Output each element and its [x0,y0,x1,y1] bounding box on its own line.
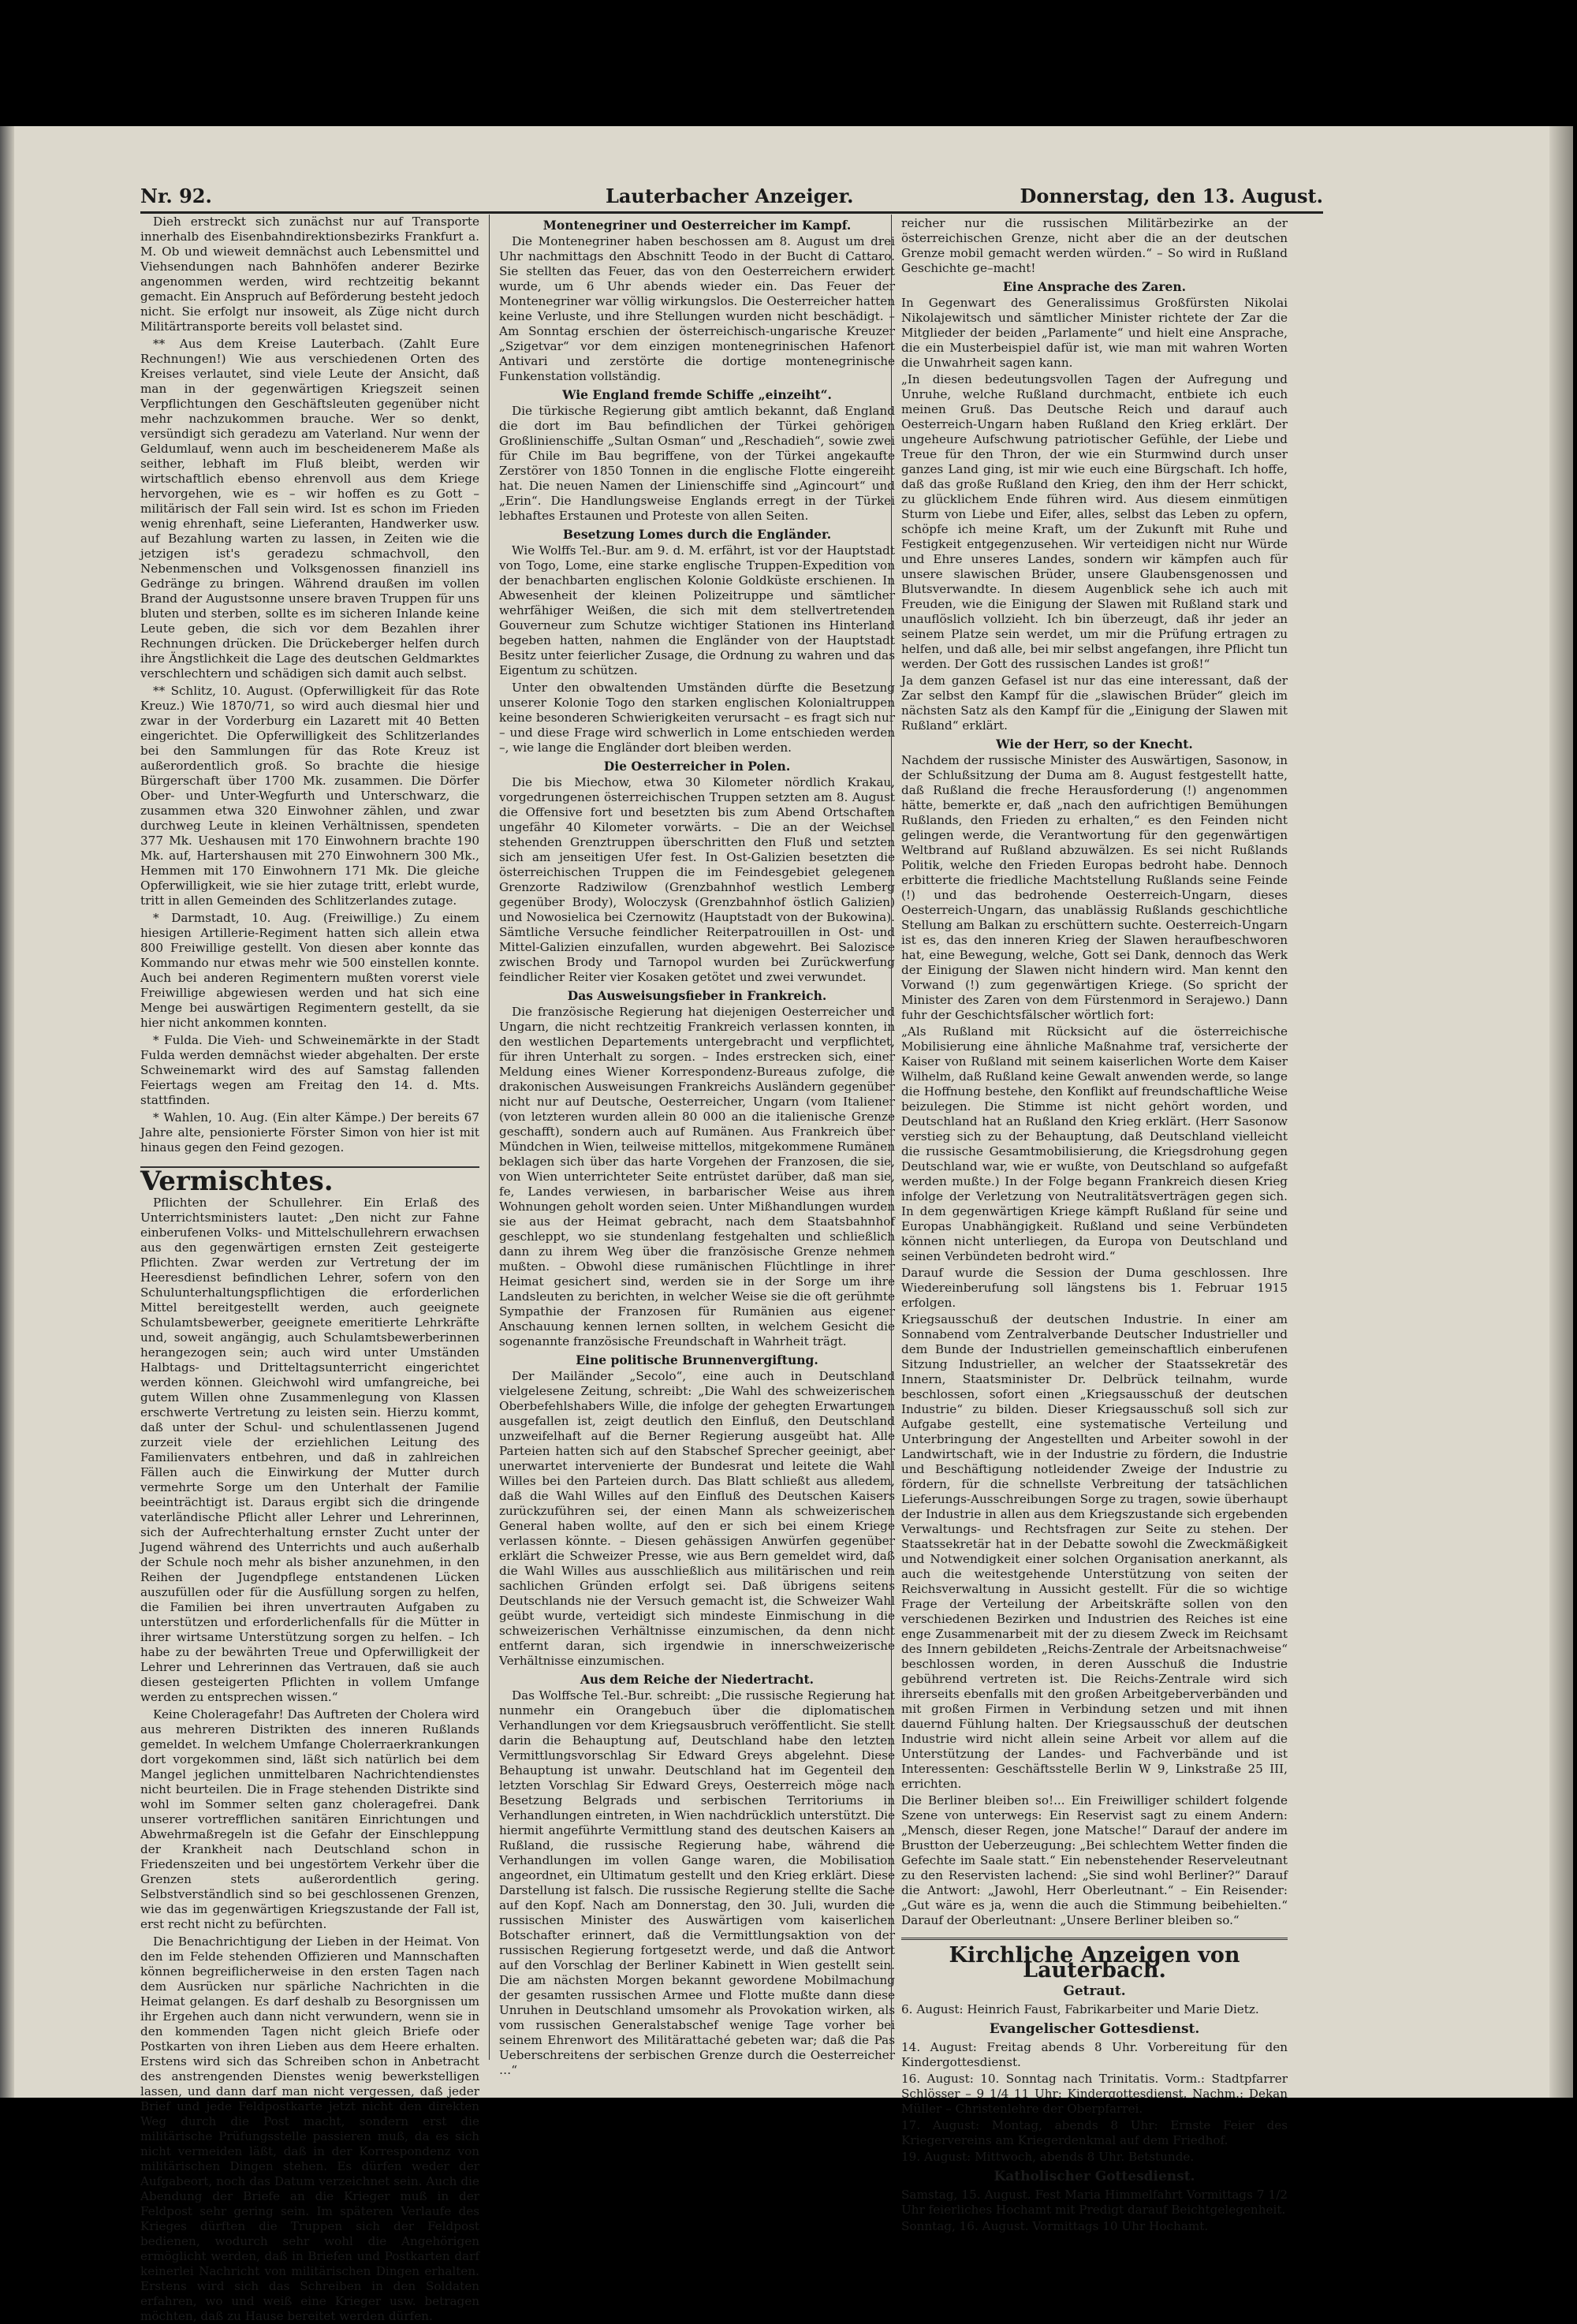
article-heading: Wie England fremde Schiffe „einzeiht“. [562,387,832,402]
article-paragraph: Die Montenegriner haben beschossen am 8. August um drei Uhr nachmittags den Abschnitt Teodo in der Bucht di Cattaro. Sie stellten das Feuer, das von den Oesterreichern erwidert wurde, um 6 Uhr abends wieder ein. Das Feuer der Montenegriner war völlig wirkungslos. Die Oesterreicher hatten keine Verluste, und ihre Stellungen wurden nicht beschädigt. – Am Sonntag erschien der österreichisch-ungarische Kreuzer „Szigetvar“ vor dem einzigen montenegrinischen Hafenort Antivari und zerstörte die dortige montenegrinische Funkenstation vollständig. [499,234,895,383]
page-header [140,183,1323,214]
issue-number: Nr. 92. [140,185,212,207]
article-heading: Besetzung Lomes durch die Engländer. [562,527,832,542]
article-paragraph: Darauf wurde die Session der Duma geschlossen. Ihre Wiedereinberufung soll längstens bis 1. Februar 1915 erfolgen. [901,1266,1288,1310]
article-paragraph: Die bis Miechow, etwa 30 Kilometer nördlich Krakau, vorgedrungenen österreichischen Truppen setzten am 8. August die Offensive fort und besetzten bis zum Abend Ortschaften ungefähr 40 Kilometer vorwärts. – Die an der Weichsel stehenden Grenztruppen überschritten den Fluß und setzten sich am jenseitigen Ufer fest. In Ost-Galizien besetzten die österreichischen Truppen die im Feindesgebiet gelegenen Grenzorte Radziwilow (Grenzbahnhof westlich Lemberg gegenüber Brody), Woloczysk (Grenzbahnhof östlich Galizien) und Nowosielica bei Czernowitz (Hauptstadt von der Bukowina). Sämtliche Versuche feindlicher Reiterpatrouillen in Ost- und Mittel-Galizien einzufallen, wurden abgewehrt. Bei Salozisce zwischen Brody und Tarnopol wurden bei Zurückwerfung feindlicher Reiter vier Kosaken getötet und zwei verwundet. [499,775,895,984]
section-heading: Vermischtes. [140,1166,479,1189]
article-paragraph: Ja dem ganzen Gefasel ist nur das eine interessant, daß der Zar selbst den Kampf für die „slawischen Brüder“ gleich im nächsten Satz als den Kampf für die „Einigung der Slawen mit Rußland“ erklärt. [901,673,1288,733]
article-heading: Wie der Herr, so der Knecht. [996,737,1193,752]
article-paragraph: ** Schlitz, 10. August. (Opferwilligkeit für das Rote Kreuz.) Wie 1870/71, so wird auch diesmal hier und zwar in der Vorderburg ein Lazarett mit 40 Betten eingerichtet. Die Opferwilligkeit des Schlitzerlandes bei den Sammlungen für das Rote Kreuz ist außerordentlich groß. So brachte die hiesige Bürgerschaft über 1700 Mk. zusammen. Die Dörfer Ober- und Unter-Wegfurth und Unterschwarz, die zusammen etwa 320 Einwohner zählen, und zwar durchweg Leute in kleinen Verhältnissen, spendeten 377 Mk. Ueshausen mit 170 Einwohnern brachte 190 Mk. auf, Hartershausen mit 270 Einwohnern 300 Mk., Hemmen mit 170 Einwohnern 171 Mk. Die gleiche Opferwilligkeit, wie sie hier zutage tritt, erlebt wurde, tritt in allen Gemeinden des Schlitzerlandes zutage. [140,684,479,908]
article-paragraph: Das Wolffsche Tel.-Bur. schreibt: „Die russische Regierung hat nunmehr ein Orangebuch über die diplomatischen Verhandlungen vor dem Kriegsausbruch veröffentlicht. Sie stellt darin die Behauptung auf, Deutschland habe den letzten Vermittlungsvorschlag Sir Edward Greys abgelehnt. Diese Behauptung ist unwahr. Deutschland hat im Gegenteil den letzten Vorschlag Sir Edward Greys, Oesterreich möge nach Besetzung Belgrads und serbischen Territoriums in Verhandlungen eintreten, in Wien nachdrücklich unterstützt. Die hiermit angeführte Vermittlung stand des deutschen Kaisers an Rußland, die russische Regierung habe, während die Verhandlungen im vollen Gange waren, die Mobilisation angeordnet, ein Ultimatum gestellt und den Krieg erklärt. Diese Darstellung ist falsch. Die russische Regierung stellte die Sache auf den Kopf. Nach am Donnerstag, den 30. Juli, wurden die russischen Minister des Auswärtigen vom kaiserlichen Botschafter erinnert, daß die Vermittlungsaktion von der russischen Regierung fortgesetzt werde, und daß die Antwort auf den Vorschlag der Berliner Kabinett in Wien gestellt sein. Die am nächsten Morgen bekannt gewordene Mobilmachung der gesamten russischen Armee und Flotte mußte dann diese Unruhen in Deutschland umsomehr als Provokation wirken, als vom russischen Generalstabschef wenige Tage vorher bei seinem Ehrenwort des Militärattaché gebeten war; daß die Pas Ueberschreitens der serbischen Grenze durch die Oesterreicher …“ [499,1688,895,2077]
church-notice: Samstag, 15. August. Fest Maria Himmelfahrt Vormittags 7 1/2 Uhr feierliches Hochamt mit Predigt darauf Beichtgelegenheit. [901,2188,1288,2217]
column-3 [891,214,1288,2233]
subsection-heading: Getraut. [1063,1983,1126,1999]
page-edge [1549,126,1573,2098]
article-paragraph: Keine Choleragefahr! Das Auftreten der Cholera wird aus mehreren Distrikten des inneren Rußlands gemeldet. In welchem Umfange Cholerraerkrankungen dort vorgekommen sind, läßt sich natürlich bei dem Mangel jeglichen unmittelbaren Nachrichtendienstes nicht beurteilen. Die in Frage stehenden Distrikte sind wohl im Sommer selten ganz choleragefrei. Dank unserer vortrefflichen sanitären Einrichtungen und Abwehrmaßregeln ist die Gefahr der Einschleppung der Krankheit nach Deutschland schon in Friedenszeiten und bei ungestörtem Verkehr über die Grenzen stets außerordentlich gering. Selbstverständlich sind so bei geschlossenen Grenzen, wie das im gegenwärtigen Kriegszustande der Fall ist, erst recht nicht zu befürchten. [140,1707,479,1931]
church-notice: 14. August: Freitag abends 8 Uhr. Vorbereitung für den Kindergottesdienst. [901,2040,1288,2069]
article-paragraph: Die Benachrichtigung der Lieben in der Heimat. Von den im Felde stehenden Offizieren und Mannschaften können begreiflicherweise in den ersten Tagen nach dem Ausrücken nur spärliche Nachrichten in die Heimat gelangen. Es darf deshalb zu Besorgnissen um ihr Ergehen auch dann nicht verwundern, wenn sie in den kommenden Tagen nicht gleich Briefe oder Postkarten von ihren Lieben aus dem Heere erhalten. Erstens wird sich das Schreiben schon in Anbetracht des anstrengenden Dienstes wenig bewerkstelligen lassen, und dann darf man nicht vergessen, daß jeder Brief und jede Feldpostkarte jetzt nicht den direkten Weg durch die Post macht, sondern erst die militärische Prüfungsstelle passieren muß, da es sich nicht vermeiden läßt, daß in der Korrespondenz von militärischen Dingen stehen. Es dürfen weder der Aufgabeort, noch das Datum verzeichnet sein. Auch die Abendung der Briefe an die Krieger muß in der Feldpost sehr gering sein. Im späteren Verlaufe des Krieges dürften die Truppen sich der Feldpost bedienen, wodurch sehr wohl die Angehörigen ermöglicht werden, daß in Briefen und Postkarten darf keinerlei Nachricht von militärischen Dingen erhalten. Erstens wird sich das Schreiben in den Soldaten erfahren, wo und weiß eine Krieger usw. betragen möchten, daß zu Hause bereitet werden dürfen. [140,1934,479,2323]
subsection-heading: Katholischer Gottesdienst. [994,2169,1195,2184]
article-paragraph: * Wahlen, 10. Aug. (Ein alter Kämpe.) Der bereits 67 Jahre alte, pensionierte Förster Simon von hier ist mit hinaus gegen den Feind gezogen. [140,1110,479,1155]
issue-date: Donnerstag, den 13. August. [1020,185,1323,207]
article-paragraph: Nachdem der russische Minister des Auswärtigen, Sasonow, in der Schlußsitzung der Duma am 8. August festgestellt hatte, daß Rußland die freche Herausforderung (!) angenommen hätte, bemerkte er, daß „nach den aufrichtigen Bemühungen Rußlands, den Frieden zu erhalten,“ es den Feinden nicht gelingen werde, die Verantwortung für den gegenwärtigen Weltbrand auf Rußland abzuwälzen. Es sei nicht Rußlands Politik, welche den Frieden Europas bedroht habe. Dennoch erbitterte die friedliche Machtstellung Rußlands seine Feinde (!) und das bedrohende Oesterreich-Ungarn, dieses Oesterreich-Ungarn, das unablässig Rußlands geschichtliche Stellung am Balkan zu erschüttern suchte. Oesterreich-Ungarn ist es, das den inneren Krieg der Slawen heraufbeschworen hat, eine Bewegung, welche, Gott sei Dank, dennoch das Werk der Einigung der Slawen nicht hindern wird. Man kennt den Vorwand (!) zum gegenwärtigen Kriege. (So spricht der Minister des Zaren von dem Fürstenmord in Serajewo.) Dann fuhr der Geschichtsfälscher wörtlich fort: [901,753,1288,1022]
article-heading: Montenegriner und Oesterreicher im Kampf. [542,218,852,233]
article-paragraph: „Als Rußland mit Rücksicht auf die österreichische Mobilisierung eine ähnliche Maßnahme traf, versicherte der Kaiser von Rußland mit seinem kaiserlichen Worte dem Kaiser Wilhelm, daß Rußland keine Gewalt anwenden werde, so lange die Hoffnung bestehe, den Konflikt auf freundschaftliche Weise beizulegen. Die Stimme ist nicht gehört worden, und Deutschland hat an Rußland den Krieg erklärt. (Herr Sasonow verstieg sich zu der Behauptung, daß Deutschland vielleicht die russische Gesamtmobilisierung, die Kriegsdrohung gegen Deutschland war, wie er wußte, von Deutschland so aufgefaßt werden mußte.) In der Folge begann Frankreich diesen Krieg infolge der Verletzung von Neutralitätsverträgen gegen sich. In dem gegenwärtigen Kriege kämpft Rußland für seine und Europas Unabhängigkeit. Rußland und seine Verbündeten können nicht unterliegen, da Europa von Deutschland und seinen Verbündeten bedroht wird.“ [901,1024,1288,1263]
article-heading: Eine Ansprache des Zaren. [1002,279,1187,294]
article-paragraph: In Gegenwart des Generalissimus Großfürsten Nikolai Nikolajewitsch und sämtlicher Minister richtete der Zar die Mitglieder der beiden „Parlamente“ und hielt eine Ansprache, die ein Musterbeispiel dafür ist, wie man mit wahren Worten die Unwahrheit sagen kann. [901,296,1288,370]
article-paragraph: „In diesen bedeutungsvollen Tagen der Aufregung und Unruhe, welche Rußland durchmacht, entbiete ich euch meinen Gruß. Das Deutsche Reich und darauf auch Oesterreich-Ungarn haben Rußland den Krieg erklärt. Der ungeheure Aufschwung patriotischer Gefühle, der Liebe und Treue für den Thron, der wie ein Sturmwind durch unser ganzes Land ging, ist mir wie euch eine Bürgschaft. Ich hoffe, daß das große Rußland den Krieg, den ihm der Herr schickt, zu glücklichem Ende führen wird. Aus diesem einmütigen Sturm von Liebe und Eifer, alles, selbst das Leben zu opfern, schöpfe ich meine Kraft, um der Zukunft mit Ruhe und Festigkeit entgegenzusehen. Wir verteidigen nicht nur Würde und Ehre unseres Landes, sondern wir kämpfen auch für unsere slawischen Brüder, unsere Glaubensgenossen und Blutsverwandte. In diesem Augenblick sehe ich auch mit Freuden, wie die Einigung der Slawen mit Rußland stark und unauflöslich vollzieht. Ich bin überzeugt, daß ihr jeder an seinem Platze sein werdet, um mir die Prüfung ertragen zu helfen, und daß alle, bei mir selbst angefangen, ihre Pflicht tun werden. Der Gott des russischen Landes ist groß!“ [901,372,1288,671]
article-paragraph: Die türkische Regierung gibt amtlich bekannt, daß England die dort im Bau befindlichen der Türkei gehörigen Großlinienschiffe „Sultan Osman“ und „Reschadieh“, sowie zwei für Chile im Bau begriffene, von der Türkei angekaufte Zerstörer von 1850 Tonnen in die englische Flotte eingereiht hat. Die neuen Namen der Linienschiffe sind „Agincourt“ und „Erin“. Die Handlungsweise Englands erregt in der Türkei lebhaftes Erstaunen und Proteste von allen Seiten. [499,404,895,523]
article-paragraph: Die Berliner bleiben so!... Ein Freiwilliger schildert folgende Szene von unterwegs: Ein Reservist sagt zu einem Andern: „Mensch, dieser Regen, jone Matsche!“ Darauf der andere im Brustton der Ueberzeugung: „Bei schlechtem Wetter finden die Gefechte im Saale statt.“ Ein nebenstehender Reserveleutnant zu den Reservisten lachend: „Sie sind wohl Berliner?“ Darauf die Antwort: „Jawohl, Herr Oberleutnant.“ – Ein Reisender: „Gut wäre es ja, wenn die auch die Stimmung beibehielten.“ Darauf der Oberleutnant: „Unsere Berliner bleiben so.“ [901,1793,1288,1927]
article-paragraph: Der Mailänder „Secolo“, eine auch in Deutschland vielgelesene Zeitung, schreibt: „Die Wahl des schweizerischen Oberbefehlshabers Wille, die infolge der gehegten Erwartungen ausgefallen ist, zeigt deutlich den Einfluß, den Deutschland unzweifelhaft auf die Berner Regierung ausgeübt hat. Alle Parteien hatten sich auf den Stabschef Sprecher geeinigt, aber unerwartet intervenierte der Bundesrat und leitete die Wahl Willes bei den Parteien durch. Das Blatt schließt aus alledem, daß die Wahl Willes auf den Einfluß des Deutschen Kaisers zurückzuführen sei, der einen Mann als schweizerischen General haben wollte, auf den er sich bei einem Kriege verlassen könnte. – Diesen gehässigen Anwürfen gegenüber erklärt die Schweizer Presse, wie aus Bern gemeldet wird, daß die Wahl Willes aus ausschließlich aus militärischen und rein sachlichen Gründen erfolgt sei. Daß übrigens seitens Deutschlands nie der Versuch gemacht ist, die Schweizer Wahl geübt wurde, verteidigt sich mindeste Einmischung in die schweizerischen Verhältnisse einzumischen, da denn nicht entfernt daran, sich irgendwie in innerschweizerische Verhältnisse einzumischen. [499,1369,895,1668]
article-paragraph: Unter den obwaltenden Umständen dürfte die Besetzung unserer Kolonie Togo den starken englischen Kolonialtruppen keine besonderen Schwierigkeiten verursacht – es fragt sich nur – und diese Frage wird schwerlich in Lome entschieden werden –, wie lange die Engländer dort bleiben werden. [499,681,895,755]
church-notice: 6. August: Heinrich Faust, Fabrikarbeiter und Marie Dietz. [901,2002,1259,2016]
article-paragraph: Kriegsausschuß der deutschen Industrie. In einer am Sonnabend vom Zentralverbande Deutscher Industrieller und dem Bunde der Industriellen gemeinschaftlich einberufenen Sitzung Industrieller, an welcher der Staatssekretär des Innern, Staatsminister Dr. Delbrück teilnahm, wurde beschlossen, sofort einen „Kriegsausschuß der deutschen Industrie“ zu bilden. Dieser Kriegsausschuß soll sich zur Aufgabe gestellt, eine systematische Verteilung und Unterbringung der Angestellten und Arbeiter sowohl in der Landwirtschaft, wie in der Industrie zu fördern, die Industrie und Beschäftigung notleidender Zweige der Industrie zu fördern, für die schnellste Verbreitung der tatsächlichen Lieferungs-Ausschreibungen Sorge zu tragen, sowie überhaupt der Industrie in allen aus dem Kriegszustande sich ergebenden Verwaltungs- und Rechtsfragen zur Seite zu stehen. Der Staatssekretär hat in der Debatte sowohl die Zweckmäßigkeit und Notwendigkeit einer solchen Organisation anerkannt, als auch die weitestgehende Unterstützung von seiten der Reichsverwaltung in Aussicht gestellt. Für die so wichtige Frage der Verteilung der Arbeitskräfte sollen von den verschiedenen Bezirken und Industrien des Reiches ist eine enge Zusammenarbeit mit der zu diesem Zweck im Reichsamt des Innern gebildeten „Reichs-Zentrale der Arbeitsnachweise“ beschlossen worden, in deren Ausschuß die Industrie gebührend vertreten ist. Die Reichs-Zentrale wird sich ihrerseits ebenfalls mit den großen Arbeitgeberverbänden und mit großen Firmen in Verbindung setzen und mit ihnen dauernd Fühlung halten. Der Kriegsausschuß der deutschen Industrie wird nicht allein seine Arbeit vor allem auf die Unterstützung der Landes- und Fachverbände und ist Interessenten: Geschäftsstelle Berlin W 9, Linkstraße 25 III, errichten. [901,1312,1288,1791]
article-heading: Eine politische Brunnenvergiftung. [576,1352,818,1367]
article-paragraph: * Fulda. Die Vieh- und Schweinemärkte in der Stadt Fulda werden demnächst wieder abgehalten. Der erste Schweinemarkt wird des auf Samstag fallenden Feiertags wegen am Freitag den 14. d. Mts. stattfinden. [140,1033,479,1107]
subsection-heading: Evangelischer Gottesdienst. [989,2021,1200,2037]
article-paragraph: ** Aus dem Kreise Lauterbach. (Zahlt Eure Rechnungen!) Wie aus verschiedenen Orten des Kreises verlautet, sind viele Leute der Ansicht, daß man in der gegenwärtigen Kriegszeit seinen Verpflichtungen den Geschäftsleuten gegenüber nicht mehr nachzukommen brauche. Wer so denkt, versündigt sich geradezu am Vaterland. Nur wenn der Geldumlauf, wenn auch im bescheidenerem Maße als seither, lebhaft im Fluß bleibt, werden wir wirtschaftlich ebenso ehrenvoll aus dem Kriege hervorgehen, wie es – wir hoffen es zu Gott – militärisch der Fall sein wird. Ist es schon im Frieden wenig ehrenhaft, seine Lieferanten, Handwerker usw. auf Bezahlung warten zu lassen, in Zeiten wie die jetzigen ist's geradezu schmachvoll, den Nebenmenschen und Volksgenossen finanziell ins Gedränge zu bringen. Während draußen im vollen Brand der Augustsonne unsere braven Truppen für uns bluten und sterben, sollte es im sicheren Inlande keine Leute geben, die sich vor dem Bezahlen ihrer Rechnungen drücken. Die Drückeberger helfen durch ihre Ängstlichkeit die Lage des deutschen Geldmarktes verschlechtern und schädigen sich damit auch selbst. [140,337,479,681]
article-heading: Das Ausweisungsfieber in Frankreich. [567,988,827,1003]
section-heading: Kirchliche Anzeigen von Lauterbach. [901,1938,1288,1978]
article-paragraph: Pflichten der Schullehrer. Ein Erlaß des Unterrichtsministers lautet: „Den nicht zur Fahne einberufenen Volks- und Mittelschullehrern erwachsen aus den gegenwärtigen ernsten Zeit gesteigerte Pflichten. Zwar werden zur Vertretung der im Heeresdienst befindlichen Lehrer, sofern von den Schulunterhaltungspflichtigen die erforderlichen Mittel bereitgestellt werden, auch geeignete Schulamtsbewerber, geeignete emeritierte Lehrkräfte und, soweit angängig, auch Schulamtsbewerberinnen herangezogen sein; auch wird unter Umständen Halbtags- und Dritteltagsunterricht eingerichtet werden können. Gleichwohl wird umfangreiche, bei gutem Willen ohne Zusammenlegung von Klassen erschwerte Vertretung zu leisten sein. Hierzu kommt, daß unter der Schul- und schulentlassenen Jugend zurzeit viele der erziehlichen Leitung des Familienvaters entbehren, und daß in zahlreichen Fällen auch die Einwirkung der Mutter durch vermehrte Sorge um den Unterhalt der Familie beeinträchtigt ist. Daraus ergibt sich die dringende vaterländische Pflicht aller Lehrer und Lehrerinnen, sich der Aufrechterhaltung ernster Zucht unter der Jugend während des Unterrichts und auch außerhalb der Schule noch mehr als bisher anzunehmen, in den Reihen der Jugendpflege entstandenen Lücken auszufüllen oder für die Ausfüllung sorgen zu helfen, die Familien bei ihren unvertrauten Aufgaben zu unterstützen und erforderlichenfalls für die Mütter in ihrer wirtsame Unterstützung sorgen zu helfen. – Ich habe zu der bewährten Treue und Opferwilligkeit der Lehrer und Lehrerinnen das Vertrauen, daß sie auch diesen gesteigerten Pflichten in vollem Umfange werden zu entsprechen wissen.“ [140,1196,479,1704]
article-paragraph: reicher nur die russischen Militärbezirke an der österreichischen Grenze, nicht aber die an der deutschen Grenze mobil gemacht werden würden.“ – So wird in Rußland Geschichte ge–macht! [901,216,1288,275]
article-paragraph: * Darmstadt, 10. Aug. (Freiwillige.) Zu einem hiesigen Artillerie-Regiment hatten sich allein etwa 800 Freiwillige gestellt. Von diesen aber konnte das Kommando nur etwas mehr wie 500 einstellen konnte. Auch bei anderen Regimentern mußten vorerst viele Freiwillige abgewiesen werden und hat sich eine Menge bei auswärtigen Regimentern gestellt, da sie hier nicht ankommen konnten. [140,911,479,1030]
article-paragraph: Wie Wolffs Tel.-Bur. am 9. d. M. erfährt, ist vor der Hauptstadt von Togo, Lome, eine starke englische Truppen-Expedition von der benachbarten englischen Kolonie Goldküste erschienen. In Abwesenheit der kleinen Polizeitruppe und sämtlicher wehrfähiger Weißen, die sich mit dem stellvertretenden Gouverneur zum Schutze wichtiger Stationen ins Hinterland begeben hatten, nahmen die Engländer von der Hauptstadt Besitz unter feierlicher Zusage, die Ordnung zu wahren und das Eigentum zu schützen. [499,543,895,677]
article-heading: Aus dem Reiche der Niedertracht. [580,1672,815,1687]
church-notice: 17. August: Montag, abends 8 Uhr: Ernste Feier des Kriegervereins am Kriegerdenkmal auf dem Friedhof. [901,2118,1288,2147]
church-notice: 19. August: Mittwoch, abends 8 Uhr. Betstunde. [901,2150,1195,2164]
binding-shadow [0,126,14,2098]
article-paragraph: Dieh erstreckt sich zunächst nur auf Transporte innerhalb des Eisenbahndirektionsbezirks Frankfurt a. M. Ob und wieweit demnächst auch Lebensmittel und Viehsendungen nach Bahnhöfen anderer Bezirke angenommen werden, wird rechtzeitig bekannt gemacht. Ein Anspruch auf Beförderung besteht jedoch nicht. Sie erfolgt nur insoweit, als Züge nicht durch Militärtransporte bereits voll belastet sind. [140,214,479,334]
church-notice: 16. August: 10. Sonntag nach Trinitatis. Vorm.: Stadtpfarrer Schlösser – 9 1/4 11 Uhr: Kindergottesdienst. Nachm.: Dekan Müller – Christenlehre der Oberpfarrei. [901,2072,1288,2116]
article-paragraph: Die französische Regierung hat diejenigen Oesterreicher und Ungarn, die nicht rechtzeitig Frankreich verlassen konnten, in den westlichen Departements untergebracht und verpflichtet, für ihren Unterhalt zu sorgen. – Indes erstrecken sich, einer Meldung eines Wiener Korrespondenz-Bureaus zufolge, die drakonischen Ausweisungen Frankreichs Ausländern gegenüber nicht nur auf Deutsche, Oesterreicher, Ungarn (vom Italiener (von letzteren wurden allein 80 000 an die italienische Grenze geschafft), sondern auch auf Rumänen. Aus Frankreich über Mündchen in Wien, teilweise mittellos, mitgekommene Rumänen beklagen sich über das harte Vorgehen der Franzosen, die sie, von Wien unterrichteter Seite entrüstet darüber, daß man sie, fe, Landes verwiesen, in barbarischer Weise aus ihren Wohnungen geholt worden seien. Unter Mißhandlungen wurden sie aus der Heimat gebracht, nach dem Staatsbahnhof geschleppt, wo sie stundenlang festgehalten und schließlich dann zu ihrem Weg über die französische Grenze nehmen mußten. – Obwohl diese rumänischen Flüchtlinge in ihrer Heimat gesichert sind, werden sie in der Sorge um ihre Landsleuten zu berichten, in welcher Weise sie die oft gerühmte Sympathie der Franzosen für Rumänien aus eigener Anschauung kennen lernen sollten, in welchem Gesicht die sogenannte französische Freundschaft in Wahrheit trägt. [499,1005,895,1349]
church-notice: Sonntag, 16. August. Vormittags 10 Uhr Hochamt. [901,2219,1209,2233]
column-1 [140,214,479,2323]
newspaper-title: Lauterbacher Anzeiger. [606,185,854,207]
column-2 [489,214,895,2077]
article-heading: Die Oesterreicher in Polen. [603,759,791,774]
